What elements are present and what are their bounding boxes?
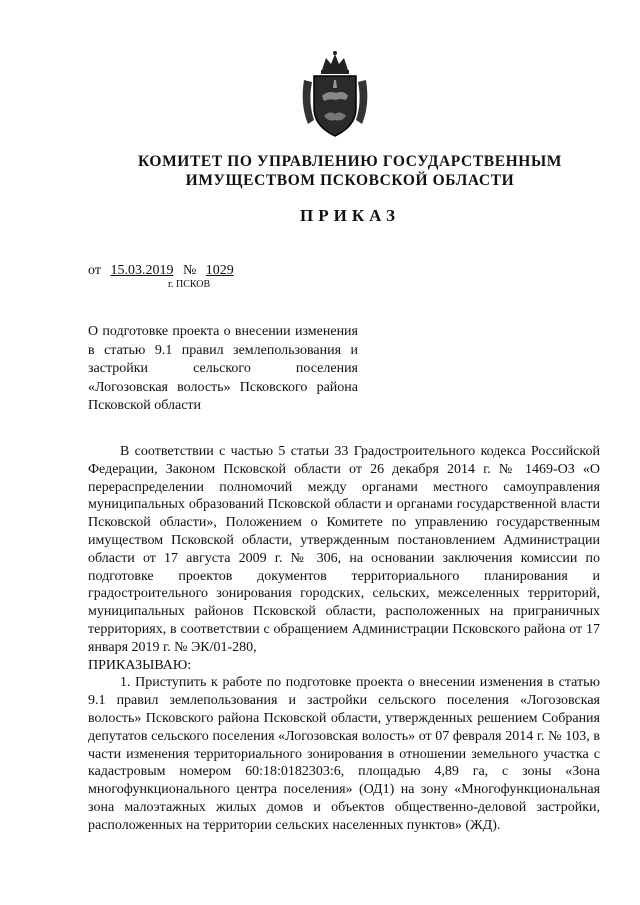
- document-subject: О подготовке проекта о внесении изменения в статью 9.1 правил землепользования и застройки сельского поселения «Логозовская волость» Псковского района Псковской области: [88, 324, 358, 413]
- body-preamble: В соответствии с частью 5 статьи 33 Градостроительного кодекса Российской Федерации, Законом Псковской области от 26 декабря 2014 г. № 1469-ОЗ «О перераспределении полномочий между органами местного самоуправления муниципальных образований Псковской области и органами государственной власти Псковской области», Положением о Комитете по управлению государственным имуществом Псковской области, утвержденным постановлением Администрации области от 17 августа 2009 г. № 306, на основании заключения комиссии по подготовке проектов документов территориального планирования и градостроительного зонирования городских, сельских, межселенных территорий, муниципальных районов Псковской области, расположенных на приграничных территориях, в соответствии с обращением Администрации Псковского района от 17 января 2019 г. № ЭК/01-280,: [88, 444, 600, 655]
- document-title: ПРИКАЗ: [300, 206, 400, 225]
- date-prefix: от: [88, 263, 101, 278]
- organization-name-line1: КОМИТЕТ ПО УПРАВЛЕНИЮ ГОСУДАРСТВЕННЫМ: [137, 153, 563, 170]
- document-date: 15.03.2019: [110, 263, 174, 278]
- document-number: 1029: [205, 263, 234, 278]
- body-item-1: 1. Приступить к работе по подготовке проекта о внесении изменения в статью 9.1 правил землепользования и застройки сельского поселения «Логозовская волость» Псковского района Псковской области, утвержденных решением Собрания депутатов сельского поселения «Логозовская волость» от 07 февраля 2014 г. № 103, в части изменения территориального зонирования в отношении земельного участка с кадастровым номером 60:18:0182303:6, площадью 4,89 га, с зоны «Зона многофункционального центра поселения» (ОД1) на зону «Многофункциональная зона малоэтажных жилых домов и объектов общественно-деловой застройки, расположенных на территории сельских населенных пунктов» (ЖД).: [88, 675, 600, 833]
- organization-name: [60, 152, 640, 190]
- pskov-coat-of-arms-icon: [296, 50, 374, 140]
- document-body: [88, 443, 600, 835]
- organization-name-line2: ИМУЩЕСТВОМ ПСКОВСКОЙ ОБЛАСТИ: [185, 172, 515, 189]
- document-city: г. ПСКОВ: [168, 279, 211, 290]
- document-meta: [88, 263, 240, 279]
- number-prefix: №: [182, 263, 197, 278]
- order-word: ПРИКАЗЫВАЮ:: [88, 657, 192, 673]
